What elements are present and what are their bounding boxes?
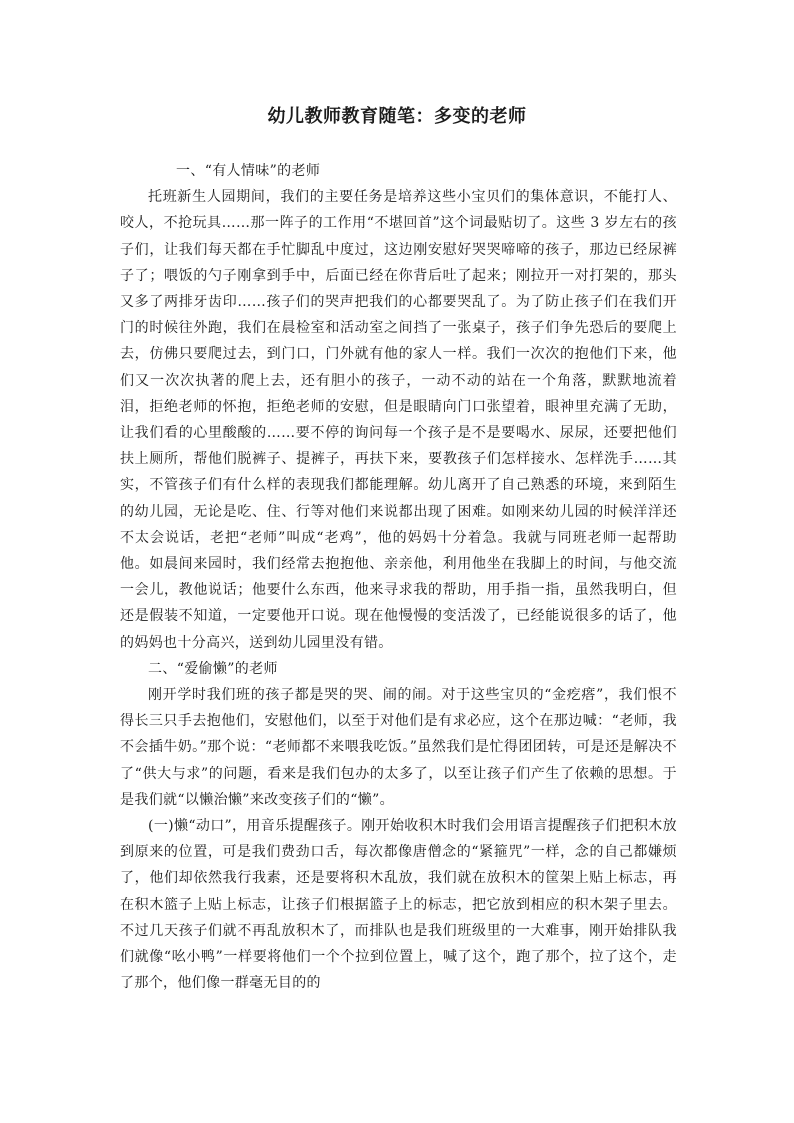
section-2-heading: 二、“爱偷懒”的老师 <box>148 660 278 677</box>
document-body <box>120 158 677 997</box>
document-title: 幼儿教师教育随笔：多变的老师 <box>267 106 527 127</box>
section-2-paragraph: 刚开学时我们班的孩子都是哭的哭、闹的闹。对于这些宝贝的“金疙瘩”，我们恨不得长三只手去抱他们，安慰他们，以至于对他们是有求必应，这个在那边喊：“老师，我不会插牛奶。”那个说：“老师都不来喂我吃饭。”虽然我们是忙得团团转，可是还是解决不了“供大与求”的问题，看来是我们包办的太多了，以至让孩子们产生了依赖的思想。于是我们就“以懒治懒”来改变孩子们的“懒”。 <box>120 687 677 808</box>
section-1-paragraph: 托班新生人园期间，我们的主要任务是培养这些小宝贝们的集体意识，不能打人、咬人，不抢玩具……那一阵子的工作用“不堪回首”这个词最贴切了。这些 3 岁左右的孩子们，让我们每天都在手忙脚乱中度过，这边刚安慰好哭哭啼啼的孩子，那边已经尿裤子了；喂饭的勺子刚拿到手中，后面已经在你背后吐了起来；刚拉开一对打架的，那头又多了两排牙齿印……孩子们的哭声把我们的心都要哭乱了。为了防止孩子们在我们开门的时候往外跑，我们在晨检室和活动室之间挡了一张桌子，孩子们争先恐后的要爬上去，仿佛只要爬过去，到门口，门外就有他的家人一样。我们一次次的抱他们下来，他们又一次次执著的爬上去，还有胆小的孩子，一动不动的站在一个角落，默默地流着泪，拒绝老师的怀抱，拒绝老师的安慰，但是眼睛向门口张望着，眼神里充满了无助，让我们看的心里酸酸的……要不停的询问每一个孩子是不是要喝水、尿尿，还要把他们扶上厕所，帮他们脱裤子、提裤子，再扶下来，要教孩子们怎样接水、怎样洗手……其实，不管孩子们有什么样的表现我们都能理解。幼儿离开了自己熟悉的环境，来到陌生的幼儿园，无论是吃、住、行等对他们来说都出现了困难。如刚来幼儿园的时候洋洋还不太会说话，老把“老师”叫成“老鸡”，他的妈妈十分着急。我就与同班老师一起帮助他。如晨间来园时，我们经常去抱抱他、亲亲他，利用他坐在我脚上的时间，与他交流一会儿，教他说话；他要什么东西，他来寻求我的帮助，用手指一指，虽然我明白，但还是假装不知道，一定要他开口说。现在他慢慢的变活泼了，已经能说很多的话了，他的妈妈也十分高兴，送到幼儿园里没有错。 <box>120 189 677 651</box>
subsection-1-paragraph: (一)懒“动口”，用音乐提醒孩子。刚开始收积木时我们会用语言提醒孩子们把积木放到原来的位置，可是我们费劲口舌，每次都像唐僧念的“紧箍咒”一样，念的自己都嫌烦了，他们却依然我行我素，还是要将积木乱放，我们就在放积木的筐架上贴上标志，再在积木篮子上贴上标志，让孩子们根据篮子上的标志，把它放到相应的积木架子里去。不过几天孩子们就不再乱放积木了，而排队也是我们班级里的一大难事，刚开始排队我们就像“吆小鸭”一样要将他们一个个拉到位置上，喊了这个，跑了那个，拉了这个，走了那个，他们像一群毫无目的的 <box>120 818 677 992</box>
section-1-heading: 一、“有人情味”的老师 <box>176 163 321 179</box>
